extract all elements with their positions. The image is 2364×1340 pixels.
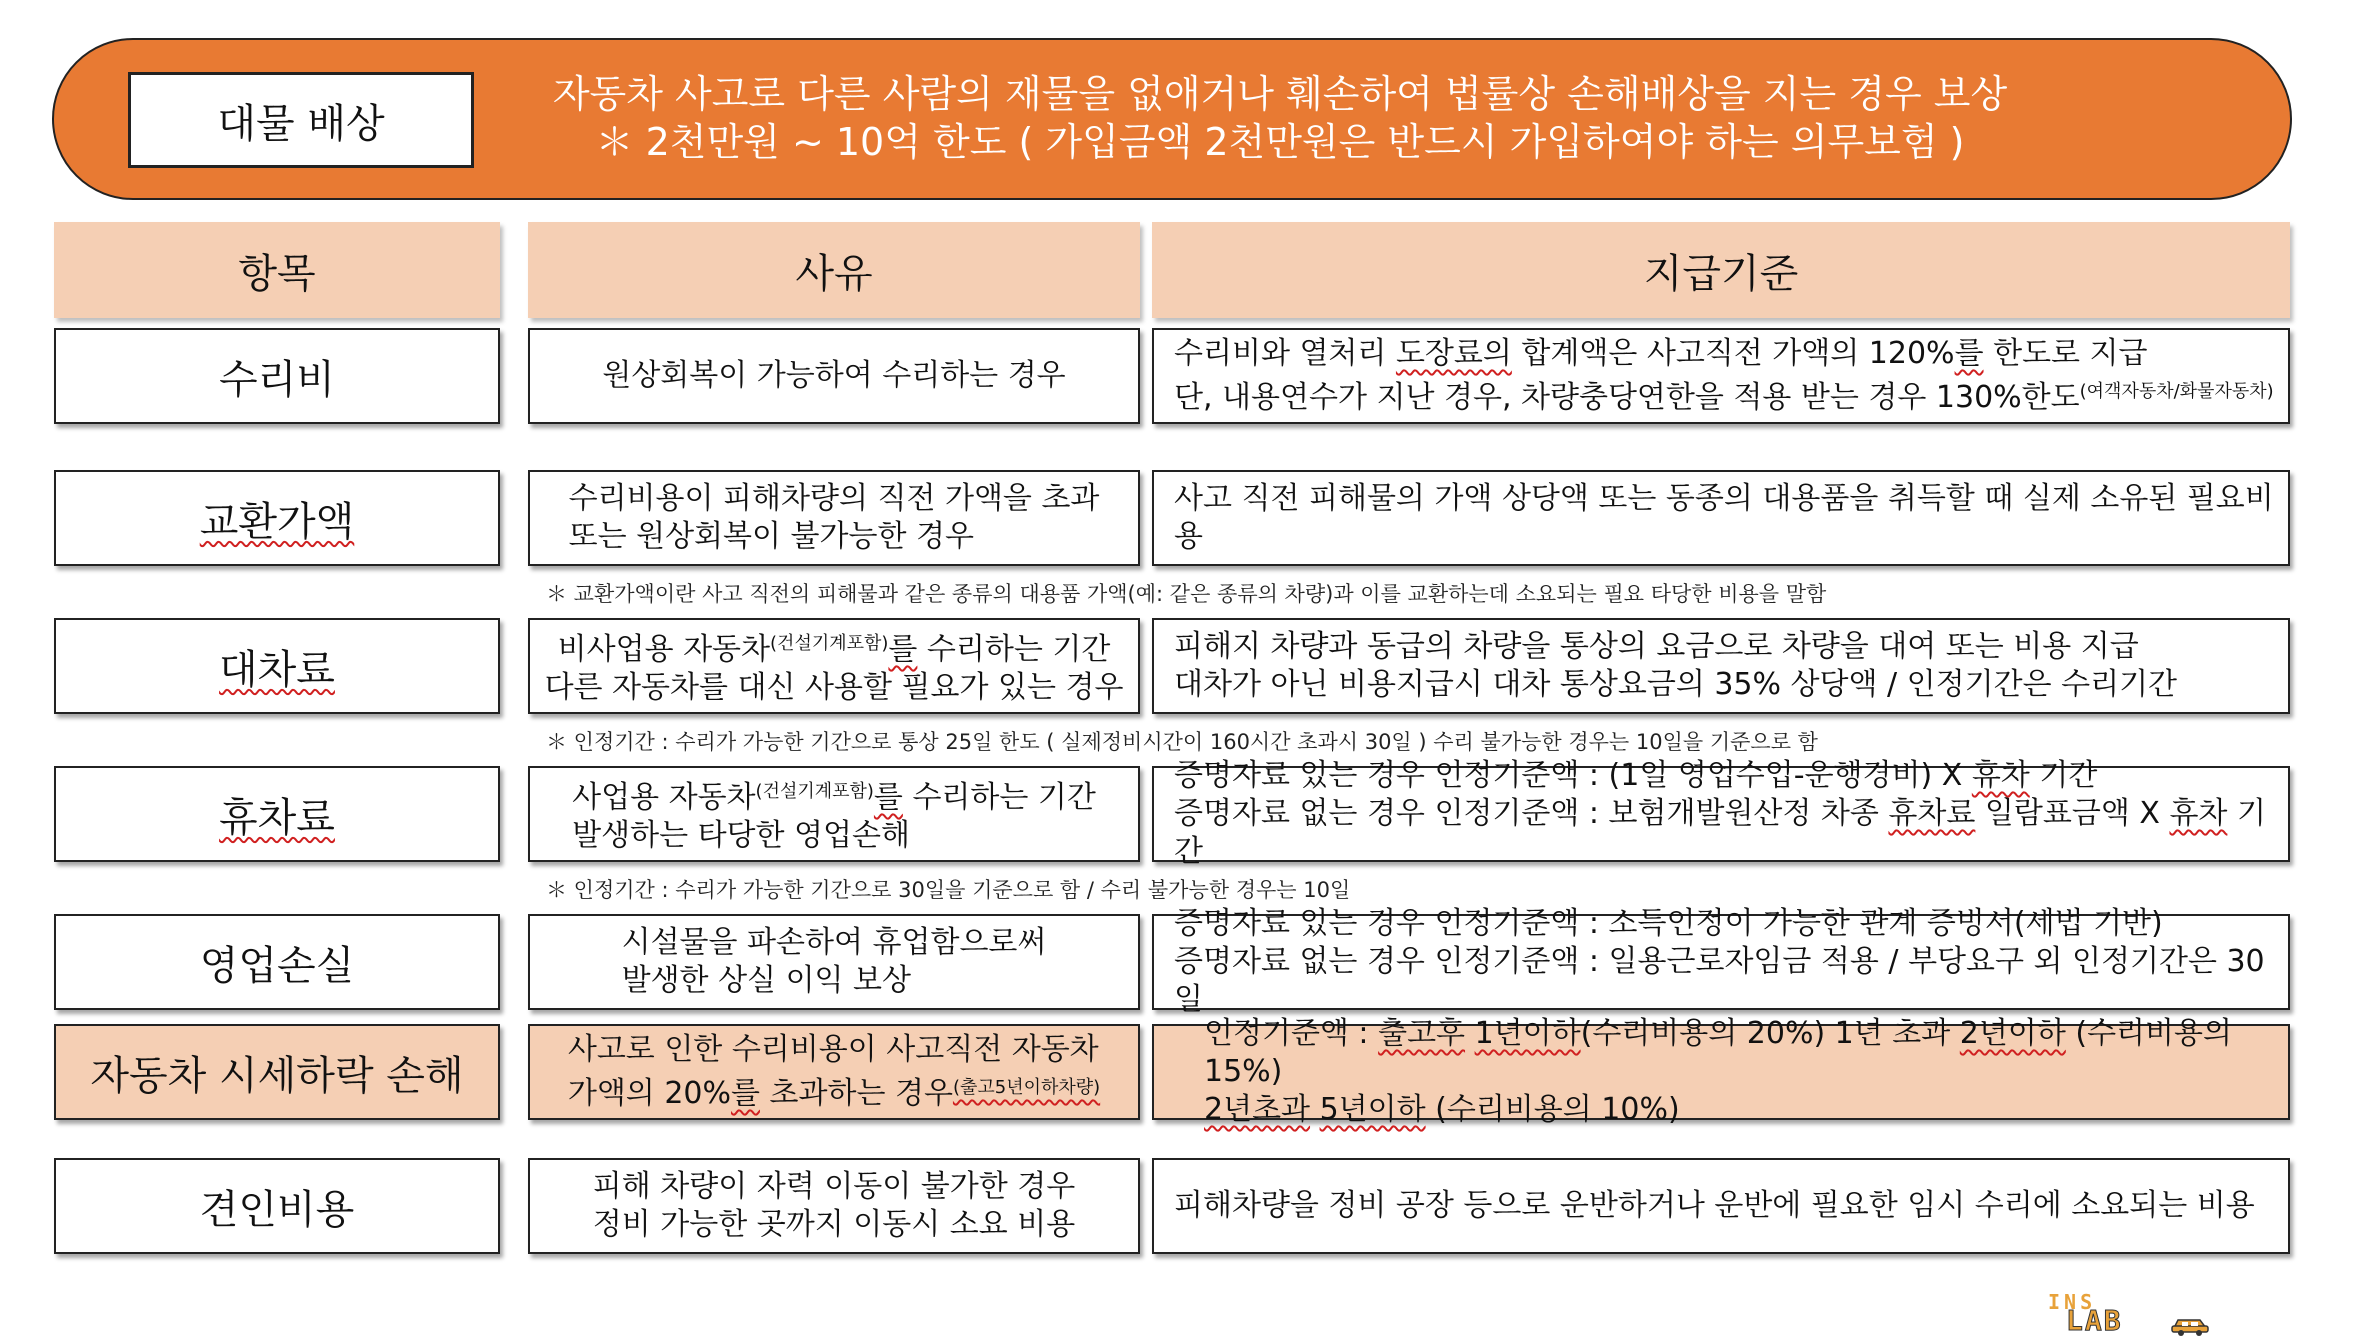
criteria-text (1174, 905, 2288, 1019)
reason-line-2: 또는 원상회복이 불가능한 경우 (568, 519, 974, 554)
text-span: 초과하는 경우 (759, 1076, 953, 1111)
row-idle-reason (528, 766, 1140, 862)
row-idle-criteria (1152, 758, 2290, 869)
criteria-line-1 (1204, 1015, 2288, 1091)
text-span: 를 (1954, 336, 1984, 371)
text-span: 기간 (1174, 796, 2266, 869)
banner-line-2: ＊ 2천만원 ~ 10억 한도 ( 가입금액 2천만원은 반드시 가입하여야 하는 의무보험 ) (595, 120, 1965, 164)
superscript-note: (여객자동차/화물자동차) (2079, 381, 2274, 402)
text-span: 휴차 (1971, 758, 2030, 793)
text-span: 도장료의 (1395, 336, 1512, 371)
row-depreciation-criteria (1152, 1016, 2290, 1127)
footnote-idle: ＊ 인정기간 : 수리가 가능한 기간으로 30일을 기준으로 함 / 수리 불가능한 경우는 10일 (546, 878, 1351, 902)
reason-line-2: 정비 가능한 곳까지 이동시 소요 비용 (592, 1207, 1076, 1242)
reason-text (572, 773, 1096, 855)
text-span: 출고후 (1378, 1016, 1466, 1051)
text-span: 수리하는 기간 (902, 780, 1096, 815)
text-span (1465, 1016, 1475, 1051)
text-span: (수리비용의 15%) (1204, 1016, 2232, 1089)
text-span: (수리비용의 20%) 1년 초과 (1580, 1016, 1960, 1051)
row-rental-reason (528, 618, 1140, 714)
row-towing-reason (528, 1158, 1140, 1254)
criteria-line-1: 피해지 차량과 동급의 차량을 통상의 요금으로 차량을 대여 또는 비용 지급 (1174, 629, 2139, 664)
criteria-line-2: 대차가 아닌 비용지급시 대차 통상요금의 35% 상당액 / 인정기간은 수리기간 (1174, 667, 2178, 702)
criteria-text (1174, 628, 2177, 704)
row-business-loss-item (54, 914, 500, 1010)
row-towing-criteria (1152, 1158, 2290, 1254)
item-label: 휴차료 (219, 794, 335, 841)
reason-text: 원상회복이 가능하여 수리하는 경우 (602, 358, 1066, 393)
reason-line-1: 수리비용이 피해차량의 직전 가액을 초과 (568, 481, 1100, 516)
row-business-loss-reason (528, 914, 1140, 1010)
reason-line-2 (568, 1069, 1100, 1113)
text-span: 가액의 20% (567, 1076, 731, 1111)
reason-line-2: 다른 자동차를 대신 사용할 필요가 있는 경우 (544, 670, 1124, 705)
row-exchange-reason (528, 470, 1140, 566)
text-span: 1년이하 (1474, 1016, 1581, 1051)
criteria-line-2 (1174, 795, 2288, 871)
criteria-text (1174, 335, 2274, 417)
criteria-line-1 (1174, 757, 2288, 795)
banner-line-1: 자동차 사고로 다른 사람의 재물을 없애거나 훼손하여 법률상 손해배상을 지는 경우 보상 (552, 72, 2008, 116)
text-span: 2년초과 (1204, 1092, 1311, 1127)
criteria-text (1204, 1015, 2288, 1129)
item-label: 대차료 (219, 646, 335, 693)
logo-text-bottom: LAB (2066, 1304, 2123, 1337)
banner-label: 대물 배상 (128, 72, 474, 168)
item-label: 자동차 시세하락 손해 (90, 1052, 464, 1099)
text-span: 사업용 자동차 (572, 780, 756, 815)
footnote-rental: ＊ 인정기간 : 수리가 가능한 기간으로 통상 25일 한도 ( 실제정비시간이 160시간 초과시 30일 ) 수리 불가능한 경우는 10일을 기준으로 함 (546, 730, 1818, 754)
reason-text (568, 1031, 1100, 1113)
criteria-text: 피해차량을 정비 공장 등으로 운반하거나 운반에 필요한 임시 수리에 소요되는 비용 (1174, 1188, 2255, 1223)
text-span (1310, 1092, 1320, 1127)
row-repair-reason (528, 328, 1140, 424)
header-reason: 사유 (528, 222, 1140, 318)
reason-text (622, 924, 1047, 1000)
row-exchange-item (54, 470, 500, 566)
text-span: 2년이하 (1959, 1016, 2066, 1051)
reason-line-2: 발생한 상실 이익 보상 (621, 963, 912, 998)
reason-text (593, 1168, 1075, 1244)
row-depreciation-item (54, 1024, 500, 1120)
text-span: 5년이하 (1319, 1092, 1426, 1127)
reason-text (569, 480, 1100, 556)
item-label: 수리비 (219, 356, 335, 403)
criteria-text: 사고 직전 피해물의 가액 상당액 또는 동종의 대용품을 취득할 때 실제 소유된 필요비용 (1174, 481, 2274, 554)
item-label: 교환가액 (199, 498, 355, 545)
text-span: 비사업용 자동차 (557, 632, 771, 667)
text-span: 단, 내용연수가 지난 경우, 차량충당연한을 적용 받는 경우 130%한도 (1174, 380, 2080, 415)
superscript-note: (건설기계포함) (770, 633, 889, 654)
text-span: 한도로 지급 (1983, 336, 2148, 371)
reason-line-1: 사고로 인한 수리비용이 사고직전 자동차 (567, 1032, 1099, 1067)
text-span: 휴차 (2169, 796, 2228, 831)
reason-line-2: 발생하는 타당한 영업손해 (572, 818, 910, 853)
criteria-line-1 (1174, 335, 2274, 373)
criteria-line-2 (1204, 1091, 2288, 1129)
criteria-line-2: 증명자료 없는 경우 인정기준액 : 일용근로자임금 적용 / 부당요구 외 인정기간은 30일 (1174, 944, 2265, 1017)
reason-line-1: 피해 차량이 자력 이동이 불가한 경우 (592, 1169, 1076, 1204)
reason-line-1 (545, 625, 1124, 669)
criteria-line-1: 증명자료 있는 경우 인정기준액 : 소득인정이 가능한 관계 증빙서(세법 기반) (1174, 906, 2163, 941)
row-repair-criteria (1152, 328, 2290, 424)
row-repair-item (54, 328, 500, 424)
item-label: 영업손실 (199, 942, 355, 989)
row-exchange-criteria (1152, 470, 2290, 566)
reason-line-1: 시설물을 파손하여 휴업함으로써 (621, 925, 1047, 960)
reason-line-1 (572, 773, 1096, 817)
header-criteria: 지급기준 (1152, 222, 2290, 318)
row-rental-criteria (1152, 618, 2290, 714)
row-towing-item (54, 1158, 500, 1254)
criteria-line-2 (1174, 373, 2274, 417)
ins-lab-logo (2048, 1290, 2208, 1336)
superscript-note: (건설기계포함) (755, 781, 874, 802)
row-rental-item (54, 618, 500, 714)
row-depreciation-reason (528, 1024, 1140, 1120)
row-business-loss-criteria (1152, 906, 2290, 1017)
text-span: 휴차료 (1888, 796, 1976, 831)
car-icon (2170, 1312, 2210, 1336)
text-span: 기간 (2029, 758, 2098, 793)
row-idle-item (54, 766, 500, 862)
superscript-note: (출고5년이하차량) (952, 1077, 1101, 1098)
header-item: 항목 (54, 222, 500, 318)
text-span: 수리비와 열처리 (1174, 336, 1396, 371)
criteria-text (1174, 757, 2288, 871)
logo-text-top: INS (2048, 1290, 2097, 1314)
footnote-exchange: ＊ 교환가액이란 사고 직전의 피해물과 같은 종류의 대용품 가액(예: 같은 종류의 차량)과 이를 교환하는데 소요되는 필요 타당한 비용을 말함 (546, 582, 1827, 606)
text-span: 증명자료 없는 경우 인정기준액 : 보험개발원산정 차종 (1174, 796, 1889, 831)
item-label: 견인비용 (199, 1186, 355, 1233)
text-span: 를 (888, 632, 918, 667)
text-span: (수리비용의 10%) (1425, 1092, 1680, 1127)
banner-description (500, 70, 2060, 166)
text-span: 를 (731, 1076, 760, 1111)
text-span: 증명자료 있는 경우 인정기준액 : (1일 영업수입-운행경비) X (1174, 758, 1972, 793)
text-span: 일람표금액 X (1975, 796, 2170, 831)
text-span: 합계액은 사고직전 가액의 120% (1511, 336, 1955, 371)
text-span: 수리하는 기간 (917, 632, 1111, 667)
reason-text (545, 625, 1124, 707)
text-span: 를 (873, 780, 903, 815)
text-span: 인정기준액 : (1204, 1016, 1379, 1051)
